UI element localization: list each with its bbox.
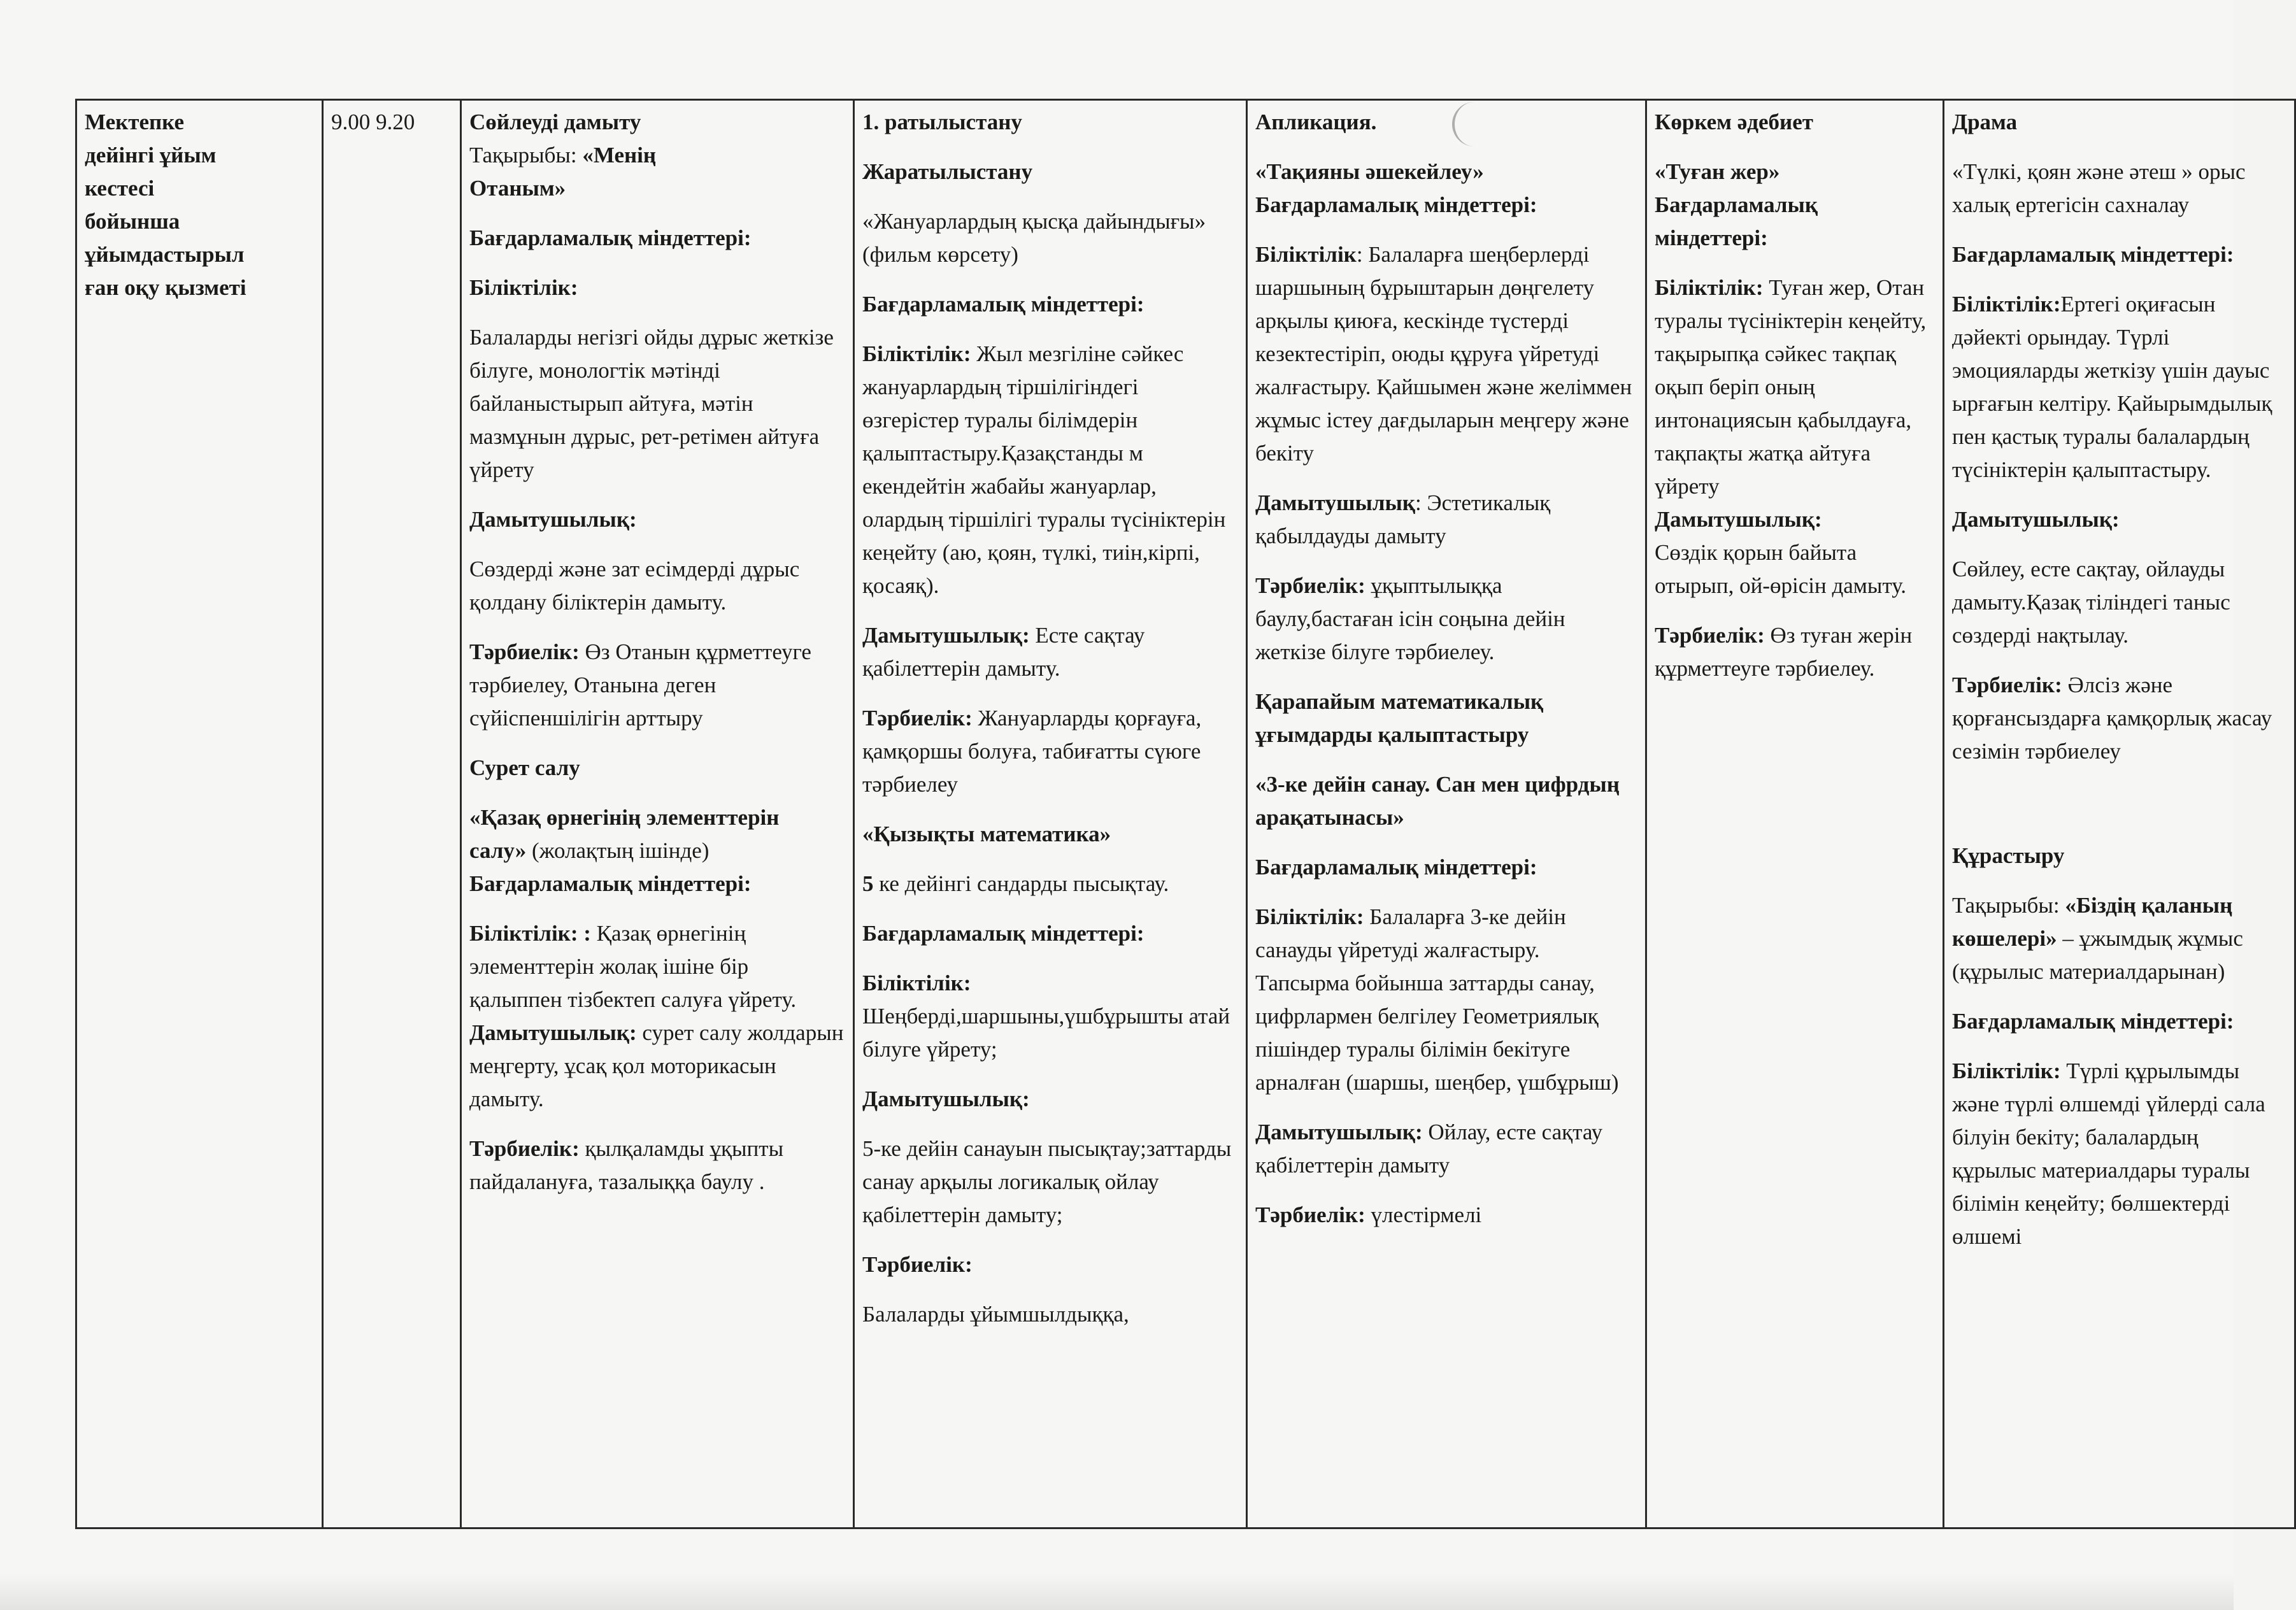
day-cell-1 xyxy=(461,100,854,1528)
cell-paragraph: Тәрбиелік: xyxy=(862,1252,973,1277)
cell-content xyxy=(469,106,845,1199)
cell-paragraph: Бағдарламалық міндеттері: xyxy=(469,871,752,896)
cell-paragraph xyxy=(1952,288,2286,487)
cell-paragraph: 1. ратылыстану xyxy=(862,110,1022,134)
paragraph-text: Балаларға 3-ке дейін санауды үйретуді жалғастыру. Тапсырма бойынша заттарды санау, цифрлармен белгілеу Геометриялық пішіндер туралы білімін бекітуге арналған (шаршы, шеңбер, үшбұрыш) xyxy=(1255,904,1619,1095)
cell-paragraph xyxy=(1255,1199,1637,1232)
bold-label: «Біздің қаланың көшелері» xyxy=(1952,893,2233,951)
scan-edge-shadow xyxy=(0,1573,2234,1610)
row-label-line: ған оқу қызметі xyxy=(85,275,246,300)
paragraph-text: – ұжымдық жұмыс (құрылыс материалдарынан) xyxy=(1952,926,2243,984)
cell-paragraph: Бағдарламалық міндеттері: xyxy=(1255,192,1537,217)
cell-paragraph: Балаларды негізгі ойды дұрыс жеткізе білуге, монологтік мәтінді байланыстырып айтуға, мәтін мазмұнын дұрыс, рет-ретімен айтуға үйрету xyxy=(469,325,834,482)
cell-paragraph xyxy=(469,834,845,867)
cell-paragraph xyxy=(469,139,845,172)
cell-paragraph: Дамытушылық: xyxy=(1655,507,1822,532)
cell-paragraph xyxy=(1655,271,1935,503)
paragraph-text: үлестірмелі xyxy=(1365,1202,1482,1227)
cell-paragraph xyxy=(469,1132,845,1199)
cell-paragraph: Дамытушылық: xyxy=(1952,507,2120,532)
bold-label: Дамытушылық: xyxy=(862,623,1030,648)
paragraph-text: ұқыптылыққа баулу,бастаған ісін соңына дейін жеткізе білуге тәрбиелеу. xyxy=(1255,573,1565,664)
cell-paragraph: «Тақияны әшекейлеу» xyxy=(1255,159,1484,184)
cell-paragraph xyxy=(1655,619,1935,685)
bold-label: Біліктілік: xyxy=(1952,292,2061,317)
cell-paragraph: Бағдарламалық міндеттері: xyxy=(1952,1009,2234,1034)
cell-paragraph: «3-ке дейін санау. Сан мен цифрдың арақатынасы» xyxy=(1255,772,1620,830)
cell-paragraph: Сөйлеу, есте сақтау, ойлауды дамыту.Қазақ тіліндегі таныс сөздерді нақтылау. xyxy=(1952,557,2230,648)
cell-paragraph xyxy=(1255,238,1637,470)
cell-paragraph: Бағдарламалық міндеттері: xyxy=(862,292,1144,317)
row-label xyxy=(85,106,314,304)
cell-paragraph xyxy=(862,619,1238,685)
row-label-line: Мектепке xyxy=(85,110,184,134)
cell-content xyxy=(862,106,1238,1331)
paragraph-text: қылқаламды ұқыпты пайдалануға, тазалыққа баулу . xyxy=(469,1136,784,1194)
paragraph-text: Ертегі оқиғасын дәйекті орындау. Түрлі эмоцияларды жеткізу үшін дауыс ырғағын келтіру. Қайырымдылық пен қастық туралы балалардың түсініктерін қалыптастыру. xyxy=(1952,292,2272,482)
bold-label: Біліктілік: xyxy=(1655,275,1764,300)
cell-paragraph: «Қазақ өрнегінің элементтерін xyxy=(469,805,780,830)
cell-paragraph: «Қызықты математика» xyxy=(862,822,1111,846)
time-value: 9.00 9.20 xyxy=(331,110,415,134)
cell-paragraph: Қарапайым математикалық ұғымдарды қалыптастыру xyxy=(1255,689,1544,747)
cell-paragraph xyxy=(1255,1116,1637,1182)
cell-paragraph: Драма xyxy=(1952,110,2018,134)
cell-paragraph: Біліктілік: xyxy=(469,275,578,300)
bold-label: Тәрбиелік: xyxy=(469,1136,580,1161)
bold-label: 5 xyxy=(862,871,874,896)
cell-paragraph: «Түлкі, қоян және әтеш » орыс халық ертегісін сахналау xyxy=(1952,159,2246,217)
cell-paragraph: 5-ке дейін санауын пысықтау;заттарды санау арқылы логикалық ойлау қабілеттерін дамыту; xyxy=(862,1136,1232,1227)
cell-paragraph: Сөздерді және зат есімдерді дұрыс қолдану біліктерін дамыту. xyxy=(469,557,800,615)
paragraph-text: : Балаларға шеңберлерді шаршының бұрыштарын дөңгелету арқылы қиюға, кескінде түстерді кезектестіріп, оюды құруға үйретуді жалғастыру. Қайшымен және желіммен жұмыс істеу дағдыларын меңгеру және бекіту xyxy=(1255,242,1632,466)
cell-paragraph: Құрастыру xyxy=(1952,843,2065,868)
cell-paragraph: «Жануарлардың қысқа дайындығы» (фильм көрсету) xyxy=(862,209,1206,267)
cell-paragraph xyxy=(469,636,845,735)
bold-label: Тәрбиелік: xyxy=(1952,673,2062,697)
table-row xyxy=(76,100,2295,1528)
cell-content xyxy=(1655,106,1935,685)
row-label-line: кестесі xyxy=(85,176,155,201)
cell-paragraph: Отаным» xyxy=(469,176,566,201)
lesson-plan-table xyxy=(75,99,2296,1529)
cell-paragraph: Бағдарламалық міндеттері: xyxy=(1655,192,1818,250)
paragraph-text: Туған жер, Отан туралы түсініктерін кеңейту, тақырыпқа сәйкес тақпақ оқып беріп оның интонациясын қабылдауға, тақпақты жатқа айтуға үйрету xyxy=(1655,275,1927,499)
paragraph-text: Қазақ өрнегінің элементтерін жолақ ішіне бір қалыппен тізбектеп салуға үйрету. xyxy=(469,921,797,1012)
cell-paragraph xyxy=(1255,569,1637,669)
cell-paragraph: Дамытушылық: xyxy=(862,1086,1030,1111)
bold-label: Біліктілік: xyxy=(1255,904,1364,929)
day-cell-3 xyxy=(1247,100,1646,1528)
bold-label: Дамытушылық: xyxy=(469,1020,637,1045)
bold-label: Тәрбиелік: xyxy=(1255,573,1365,598)
day-cell-2 xyxy=(854,100,1247,1528)
cell-content xyxy=(1952,106,2286,1253)
paragraph-text: (жолақтың ішінде) xyxy=(526,838,709,863)
bold-label: Біліктілік: xyxy=(1952,1058,2061,1083)
row-label-line: бойынша xyxy=(85,209,180,234)
cell-paragraph: Бағдарламалық міндеттері: xyxy=(1952,242,2234,267)
cell-paragraph xyxy=(1255,487,1637,553)
cell-paragraph: Бағдарламалық міндеттері: xyxy=(469,225,752,250)
row-label-cell xyxy=(76,100,323,1528)
cell-paragraph: Бағдарламалық міндеттері: xyxy=(1255,855,1537,880)
cell-paragraph xyxy=(1952,669,2286,768)
bold-label: Тәрбиелік: xyxy=(469,639,580,664)
cell-paragraph: Көркем әдебиет xyxy=(1655,110,1813,134)
cell-paragraph: Бағдарламалық міндеттері: xyxy=(862,921,1144,946)
cell-paragraph xyxy=(862,338,1238,602)
bold-label: Біліктілік xyxy=(1255,242,1357,267)
bold-label: Біліктілік: : xyxy=(469,921,591,946)
bold-label: Тәрбиелік: xyxy=(1655,623,1765,648)
bold-label: Дамытушылық xyxy=(1255,490,1415,515)
bold-label: Тәрбиелік: xyxy=(1255,1202,1365,1227)
paragraph-text: Жануарларды қорғауға, қамқоршы болуға, табиғатты сүюге тәрбиелеу xyxy=(862,706,1202,797)
bold-label: «Менің xyxy=(582,143,657,167)
cell-paragraph: Біліктілік: xyxy=(862,971,971,995)
cell-paragraph: Апликация. xyxy=(1255,110,1377,134)
paragraph-text: Түрлі құрылымды және түрлі өлшемді үйлерді сала білуін бекіту; балалардың құрылыс материалдары туралы білімін кеңейту; бөлшектерді өлшемі xyxy=(1952,1058,2265,1249)
row-label-line: ұйымдастырыл xyxy=(85,242,245,267)
day-cell-4 xyxy=(1646,100,1944,1528)
paragraph-text: : Эстетикалық қабылдауды дамыту xyxy=(1255,490,1551,548)
paragraph-text: Өз туған жерін құрметтеуге тәрбиелеу. xyxy=(1655,623,1913,681)
cell-paragraph: Шеңберді,шаршыны,үшбұрышты атай білуге үйрету; xyxy=(862,1004,1230,1062)
cell-paragraph xyxy=(862,702,1238,801)
bold-label: Тәрбиелік: xyxy=(862,706,973,730)
cell-paragraph xyxy=(1952,1055,2286,1253)
bold-label: Дамытушылық: xyxy=(1255,1120,1423,1144)
cell-paragraph xyxy=(469,917,845,1016)
cell-paragraph xyxy=(1255,901,1637,1099)
cell-paragraph: Балаларды ұйымшылдыққа, xyxy=(862,1302,1129,1327)
paragraph-text: сурет салу жолдарын меңгерту, ұсақ қол моторикасын дамыту. xyxy=(469,1020,844,1111)
cell-paragraph xyxy=(469,1016,845,1116)
bold-label: салу» xyxy=(469,838,527,863)
cell-paragraph: «Туған жер» xyxy=(1655,159,1780,184)
time-cell xyxy=(323,100,461,1528)
paragraph-text: Есте сақтау қабілеттерін дамыту. xyxy=(862,623,1145,681)
cell-paragraph xyxy=(1952,889,2286,988)
paragraph-text: Әлсіз және қорғансыздарға қамқорлық жасау сезімін тәрбиелеу xyxy=(1952,673,2272,764)
paragraph-text: Жыл мезгіліне сәйкес жануарлардың тіршілігіндегі өзгерістер туралы білімдерін қалыптастыру.Қазақстанды м екендейтін жабайы жануарлар, олардың тіршілігі туралы түсініктерін кеңейту (аю, қоян, түлкі, тиін,кірпі, қосаяқ). xyxy=(862,341,1226,598)
row-label-line: дейінгі ұйым xyxy=(85,143,217,167)
paragraph-text: Тақырыбы: xyxy=(1952,893,2065,918)
day-cell-5 xyxy=(1944,100,2295,1528)
cell-paragraph: Сөйлеуді дамыту xyxy=(469,110,641,134)
cell-paragraph: Жаратылыстану xyxy=(862,159,1033,184)
cell-paragraph: Дамытушылық: xyxy=(469,507,637,532)
paragraph-text: Ойлау, есте сақтау қабілеттерін дамыту xyxy=(1255,1120,1603,1178)
cell-paragraph: Сөздік қорын байыта отырып, ой-өрісін дамыту. xyxy=(1655,540,1907,598)
cell-paragraph xyxy=(1952,785,2286,823)
paragraph-text: Өз Отанын құрметтеуге тәрбиелеу, Отанына деген сүйіспеншілігін арттыру xyxy=(469,639,811,730)
bold-label: Біліктілік: xyxy=(862,341,971,366)
paragraph-text: ке дейінгі сандарды пысықтау. xyxy=(873,871,1169,896)
cell-content xyxy=(1255,106,1637,1232)
cell-paragraph: Сурет салу xyxy=(469,755,580,780)
paragraph-text: Тақырыбы: xyxy=(469,143,583,167)
cell-paragraph xyxy=(862,867,1238,901)
